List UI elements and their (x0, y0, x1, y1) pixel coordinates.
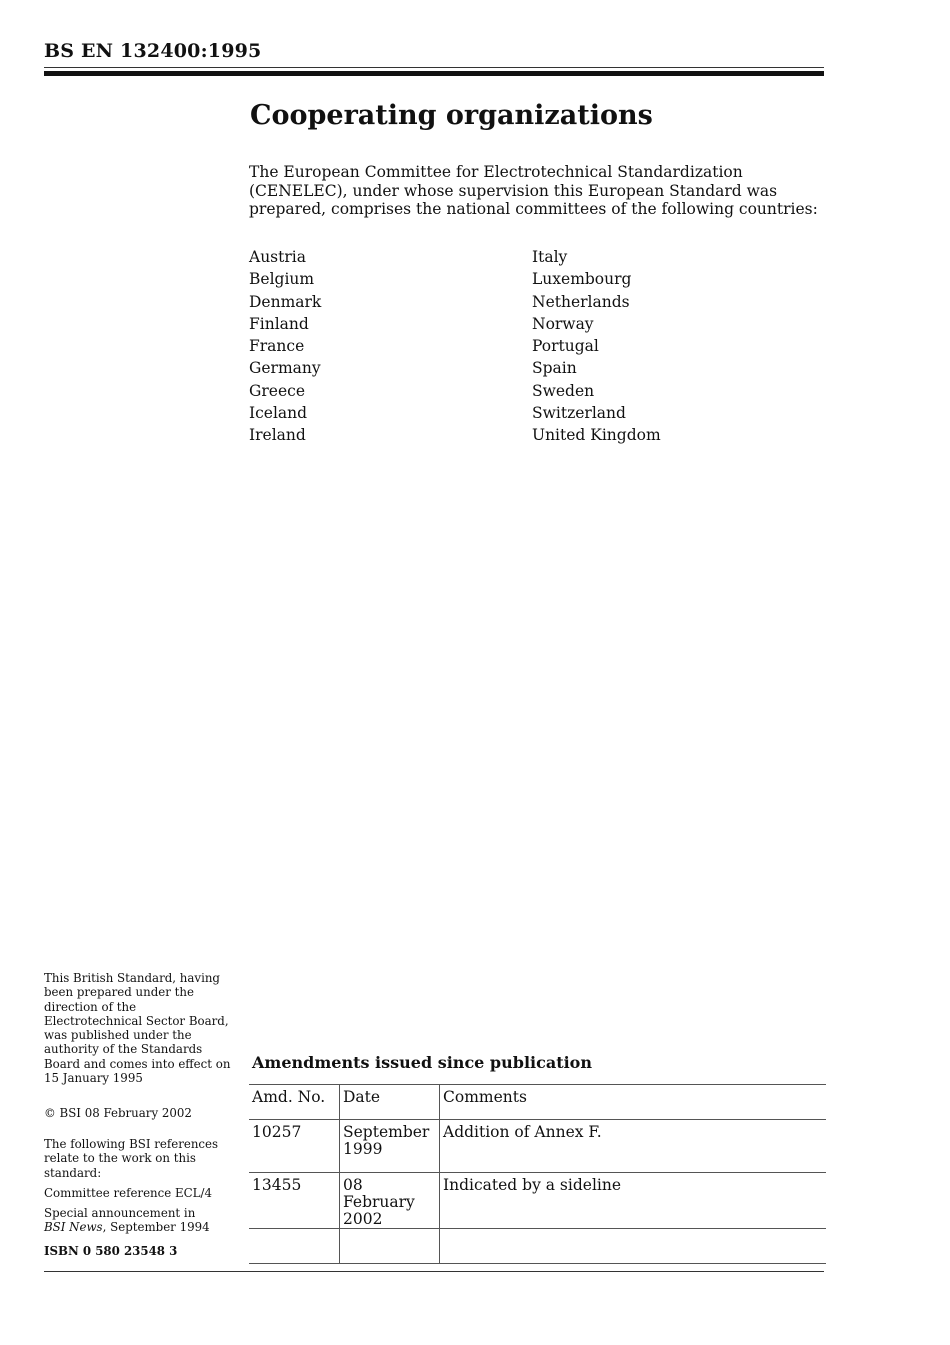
country-item: Italy (532, 248, 568, 266)
table-header-row (249, 1085, 826, 1120)
copyright-notice: © BSI 08 February 2002 (44, 1106, 192, 1120)
bsi-references (44, 1137, 234, 1241)
country-list-left (249, 247, 321, 448)
amd-no-cell (249, 1229, 340, 1264)
country-item: United Kingdom (532, 426, 661, 445)
country-item: Switzerland (532, 404, 626, 423)
country-item: Luxembourg (532, 270, 632, 289)
country-list-right (532, 247, 661, 448)
header-rule-thick (44, 71, 824, 76)
amd-no-cell: 13455 (249, 1173, 340, 1229)
comments-cell: Addition of Annex F. (440, 1120, 827, 1173)
amendments-title: Amendments issued since publication (252, 1053, 592, 1072)
country-item: Sweden (532, 381, 595, 400)
page-title: Cooperating organizations (250, 100, 653, 131)
country-item: Denmark (249, 292, 322, 311)
committee-reference: Committee reference ECL/4 (44, 1185, 212, 1200)
country-item: France (249, 337, 305, 356)
country-item: Belgium (249, 270, 315, 289)
table-row (249, 1229, 826, 1264)
country-item: Greece (249, 381, 305, 400)
country-item: Germany (249, 359, 321, 378)
column-header-amd-no: Amd. No. (249, 1085, 340, 1120)
isbn: ISBN 0 580 23548 3 (44, 1244, 178, 1258)
intro-paragraph: The European Committee for Electrotechnical Standardization (CENELEC), under whose supervision this European Standard was prepared, comprises the national committees of the following countries: (249, 163, 818, 218)
country-item: Austria (249, 248, 306, 266)
footer-rule (44, 1271, 824, 1272)
country-item: Netherlands (532, 292, 630, 311)
publication-note (44, 971, 234, 1085)
table-row (249, 1173, 826, 1229)
refs-intro: The following BSI references relate to the work on this standard: (44, 1137, 219, 1180)
column-header-date: Date (340, 1085, 440, 1120)
comments-cell: Indicated by a sideline (440, 1173, 827, 1229)
country-item: Ireland (249, 426, 306, 445)
column-header-comments: Comments (440, 1085, 827, 1120)
date-cell: September 1999 (340, 1120, 440, 1173)
date-cell (340, 1229, 440, 1264)
date-cell: 08 February 2002 (340, 1173, 440, 1229)
announcement-publication: BSI News (44, 1220, 103, 1235)
announcement-prefix: Special announcement in (44, 1206, 196, 1221)
special-announcement (44, 1206, 234, 1235)
country-item: Finland (249, 314, 309, 333)
country-item: Portugal (532, 337, 599, 356)
country-item: Norway (532, 314, 594, 333)
country-item: Spain (532, 359, 577, 378)
country-item: Iceland (249, 404, 308, 423)
amd-no-cell: 10257 (249, 1120, 340, 1173)
amendments-table (249, 1084, 826, 1264)
publication-note-text: This British Standard, having been prepared under the direction of the Electrotechnical Sector Board, was published under the authority of the Standards Board and comes into effect on 15 January 1995 (44, 971, 231, 1086)
announcement-suffix: , September 1994 (102, 1220, 210, 1235)
table-row (249, 1120, 826, 1173)
header-rule-thin (44, 67, 824, 68)
comments-cell (440, 1229, 827, 1264)
document-reference: BS EN 132400:1995 (44, 40, 262, 62)
